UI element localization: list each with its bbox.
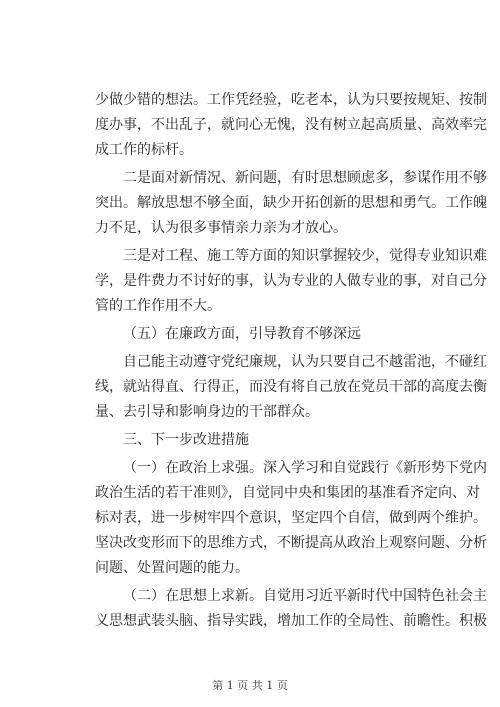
text-line: 少做少错的想法。工作凭经验，吃老本，认为只要按规矩、按制	[95, 92, 487, 108]
text-line: 成工作的标杆。	[95, 142, 193, 158]
text-line: 自己能主动遵守党纪廉规，认为只要自己不越雷池，不碰红	[123, 354, 487, 370]
text-line: 三、下一步改进措施	[123, 432, 249, 448]
text-line: 力不足，认为很多事情亲力亲为才放心。	[95, 220, 347, 236]
text-line: 问题、处置问题的能力。	[95, 560, 249, 576]
text-line: 标对表，进一步树牢四个意识，坚定四个自信，做到两个维护。	[95, 510, 487, 526]
paragraph	[95, 584, 487, 634]
text-line: （二）在思想上求新。自觉用习近平新时代中国特色社会主	[123, 588, 487, 604]
text-line: 坚决改变形而下的思维方式，不断提高从政治上观察问题、分析	[95, 535, 487, 551]
text-line: 度办事，不出乱子，就问心无愧，没有树立起高质量、高效率完	[95, 117, 487, 133]
text-line: （一）在政治上求强。深入学习和自觉践行《新形势下党内	[123, 460, 487, 476]
paragraph	[95, 456, 487, 581]
text-line: 管的工作作用不大。	[95, 298, 221, 314]
text-line: 政治生活的若干准则》，自觉同中央和集团的基准看齐定向、对	[95, 485, 480, 501]
document-body	[95, 88, 487, 634]
text-line: 三是对工程、施工等方面的知识掌握较少，觉得专业知识难	[123, 248, 487, 264]
page-footer: 第 1 页 共 1 页	[212, 679, 288, 692]
text-line: 量、去引导和影响身边的干部群众。	[95, 404, 319, 420]
paragraph	[95, 244, 487, 319]
section-heading	[95, 428, 440, 453]
text-line: 学，是件费力不讨好的事，认为专业的人做专业的事，对自己分	[95, 273, 487, 289]
text-line: 二是面对新情况、新问题，有时思想顾虑多，参谋作用不够	[123, 170, 487, 186]
paragraph	[95, 350, 487, 425]
text-line: 突出。解放思想不够全面，缺少开拓创新的思想和勇气。工作魄	[95, 195, 487, 211]
text-line: （五）在廉政方面，引导教育不够深远	[123, 326, 361, 342]
text-line: 线，就站得直、行得正，而没有将自己放在党员干部的高度去衡	[95, 379, 487, 395]
section-subheading	[95, 322, 440, 347]
paragraph	[95, 166, 487, 241]
paragraph	[95, 88, 487, 163]
text-line: 义思想武装头脑、指导实践，增加工作的全局性、前瞻性。积极	[95, 613, 487, 629]
